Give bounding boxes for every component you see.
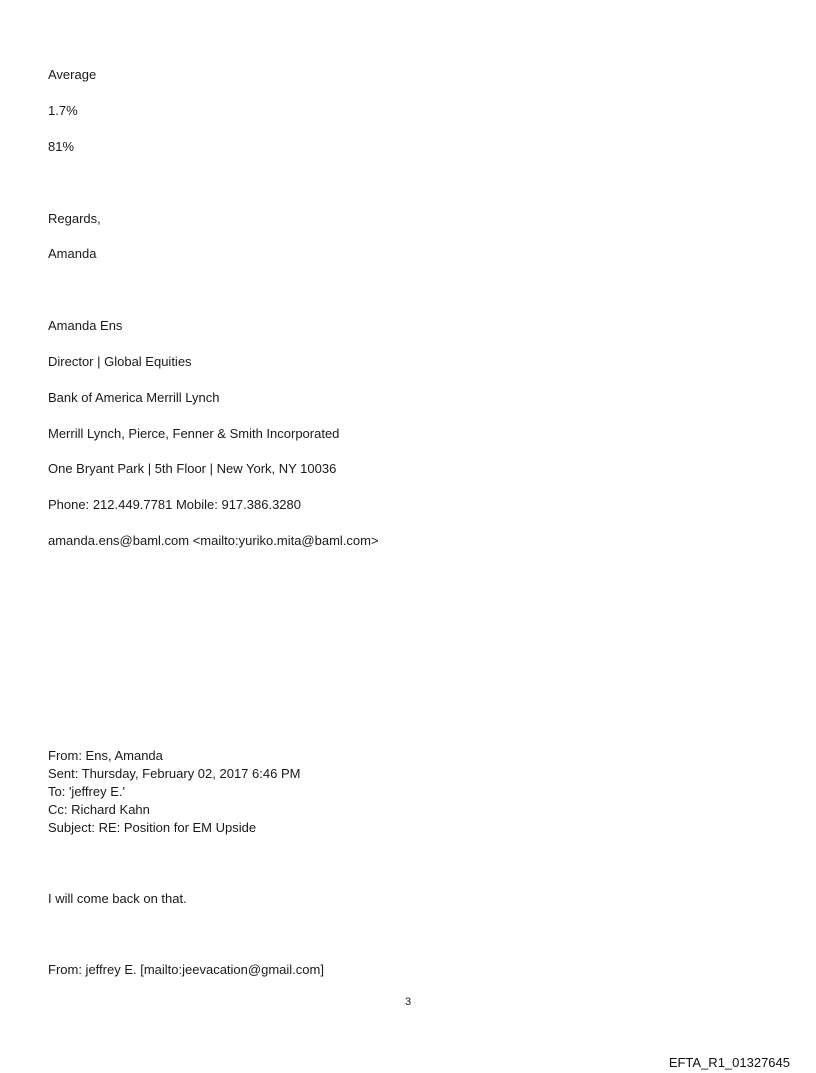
signature-entity: Merrill Lynch, Pierce, Fenner & Smith Incorporated — [48, 426, 340, 441]
signature-name: Amanda Ens — [48, 318, 123, 333]
header-to: To: 'jeffrey E.' — [48, 784, 125, 799]
document-id: EFTA_R1_01327645 — [668, 1055, 790, 1070]
signature-phones: Phone: 212.449.7781 Mobile: 917.386.3280 — [48, 497, 301, 512]
closing-regards: Regards, — [48, 211, 101, 226]
closing-first-name: Amanda — [48, 246, 97, 261]
email-body-text: I will come back on that. — [48, 891, 187, 906]
signature-email: amanda.ens@baml.com <mailto:yuriko.mita@baml.com> — [48, 533, 379, 548]
page-number: 3 — [404, 996, 412, 1008]
next-email-from: From: jeffrey E. [mailto:jeevacation@gmail.com] — [48, 962, 324, 977]
header-from: From: Ens, Amanda — [48, 748, 163, 763]
table-row-label: Average — [48, 67, 97, 82]
table-value-1: 1.7% — [48, 103, 78, 118]
signature-address: One Bryant Park | 5th Floor | New York, NY 10036 — [48, 461, 337, 476]
signature-company: Bank of America Merrill Lynch — [48, 390, 220, 405]
email-header — [48, 747, 300, 837]
header-sent: Sent: Thursday, February 02, 2017 6:46 PM — [48, 766, 301, 781]
table-value-2: 81% — [48, 139, 75, 154]
header-subject: Subject: RE: Position for EM Upside — [48, 820, 257, 835]
header-cc: Cc: Richard Kahn — [48, 802, 150, 817]
signature-title: Director | Global Equities — [48, 354, 192, 369]
